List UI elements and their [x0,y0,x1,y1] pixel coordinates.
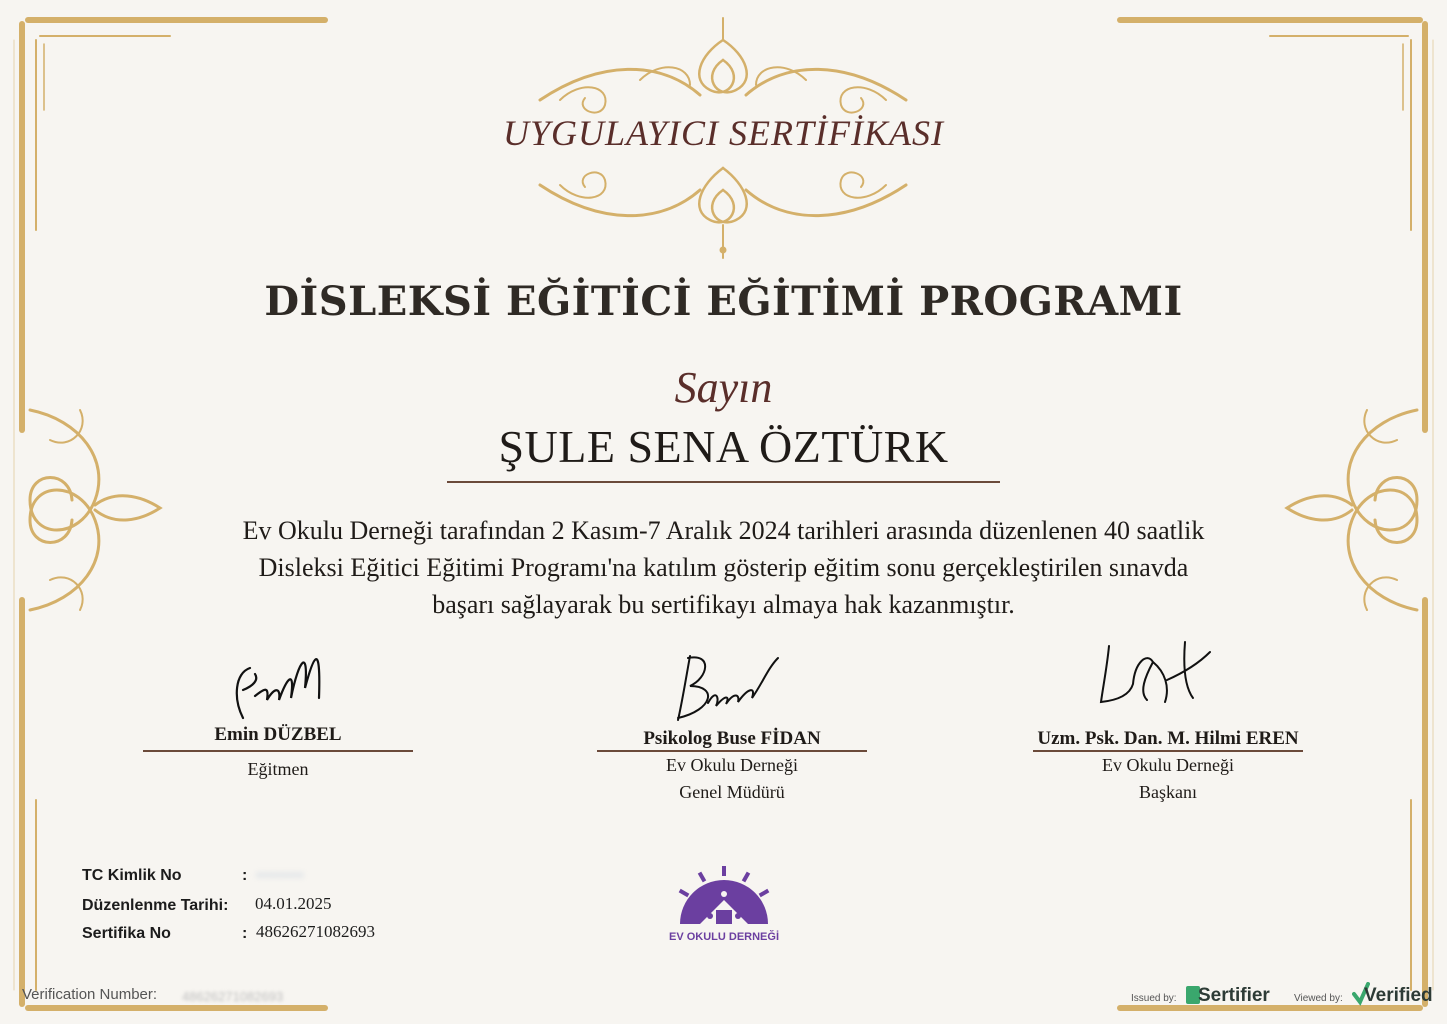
body-line: başarı sağlayarak bu sertifikayı almaya hak kazanmıştır. [432,590,1015,619]
greeting: Sayın [674,363,773,412]
house-sun-logo-icon [660,862,788,926]
tc-value: •••••••• [256,866,304,885]
verification-number[interactable]: 48626271082693 [182,989,284,1004]
signatory-role: Eğitmen [247,759,309,779]
name-underline [447,481,1000,483]
certificate-number-colon: : [242,925,248,942]
signature-emin-duzbel [225,628,335,728]
verification-label: Verification Number: [22,986,158,1003]
signatory-role: Genel Müdürü [679,782,785,802]
verified-brand[interactable] [1352,982,1433,1008]
signatory-role: Ev Okulu Derneği [1102,755,1234,775]
certificate-number-value: 48626271082693 [256,922,375,941]
signatory-role: Başkanı [1139,782,1197,802]
certificate-body [150,512,1297,623]
organization-logo-text: EV OKULU DERNEĞİ [668,931,779,943]
date-value: 04.01.2025 [255,894,332,913]
signatory-name: Emin DÜZBEL [214,724,342,745]
tc-label: TC Kimlik No [82,867,182,884]
signature-buse-fidan [668,648,793,728]
signature-line [143,750,413,752]
signatory-name: Psikolog Buse FİDAN [643,728,821,749]
signatory-1 [143,724,413,783]
program-title: DİSLEKSİ EĞİTİCİ EĞİTİMİ PROGRAMI [264,278,1183,325]
signature-hilmi-eren [1095,632,1220,712]
body-line: Disleksi Eğitici Eğitimi Programı'na katılım gösterip eğitim sonu gerçekleştirilen sınavda [258,553,1189,582]
certificate-number-label: Sertifika No [82,925,171,942]
signatory-2 [597,728,867,806]
certificate-subtitle: UYGULAYICI SERTİFİKASI [502,113,944,153]
body-line: Ev Okulu Derneği tarafından 2 Kasım-7 Aralık 2024 tarihleri arasında düzenlenen 40 saatlik [242,516,1205,545]
issued-by-label: Issued by: [1131,993,1177,1004]
sertifier-brand[interactable] [1186,984,1270,1008]
sertifier-name: Sertifier [1198,985,1270,1006]
recipient-name: ŞULE SENA ÖZTÜRK [498,421,949,472]
tc-colon: : [242,867,248,884]
date-label: Düzenlenme Tarihi: [82,897,229,914]
signatory-3 [1033,728,1303,806]
viewed-by-label: Viewed by: [1294,993,1343,1004]
verified-name: Verified [1364,985,1433,1006]
organization-logo [660,862,788,942]
signatory-role: Ev Okulu Derneği [666,755,798,775]
signatory-name: Uzm. Psk. Dan. M. Hilmi EREN [1037,728,1299,749]
